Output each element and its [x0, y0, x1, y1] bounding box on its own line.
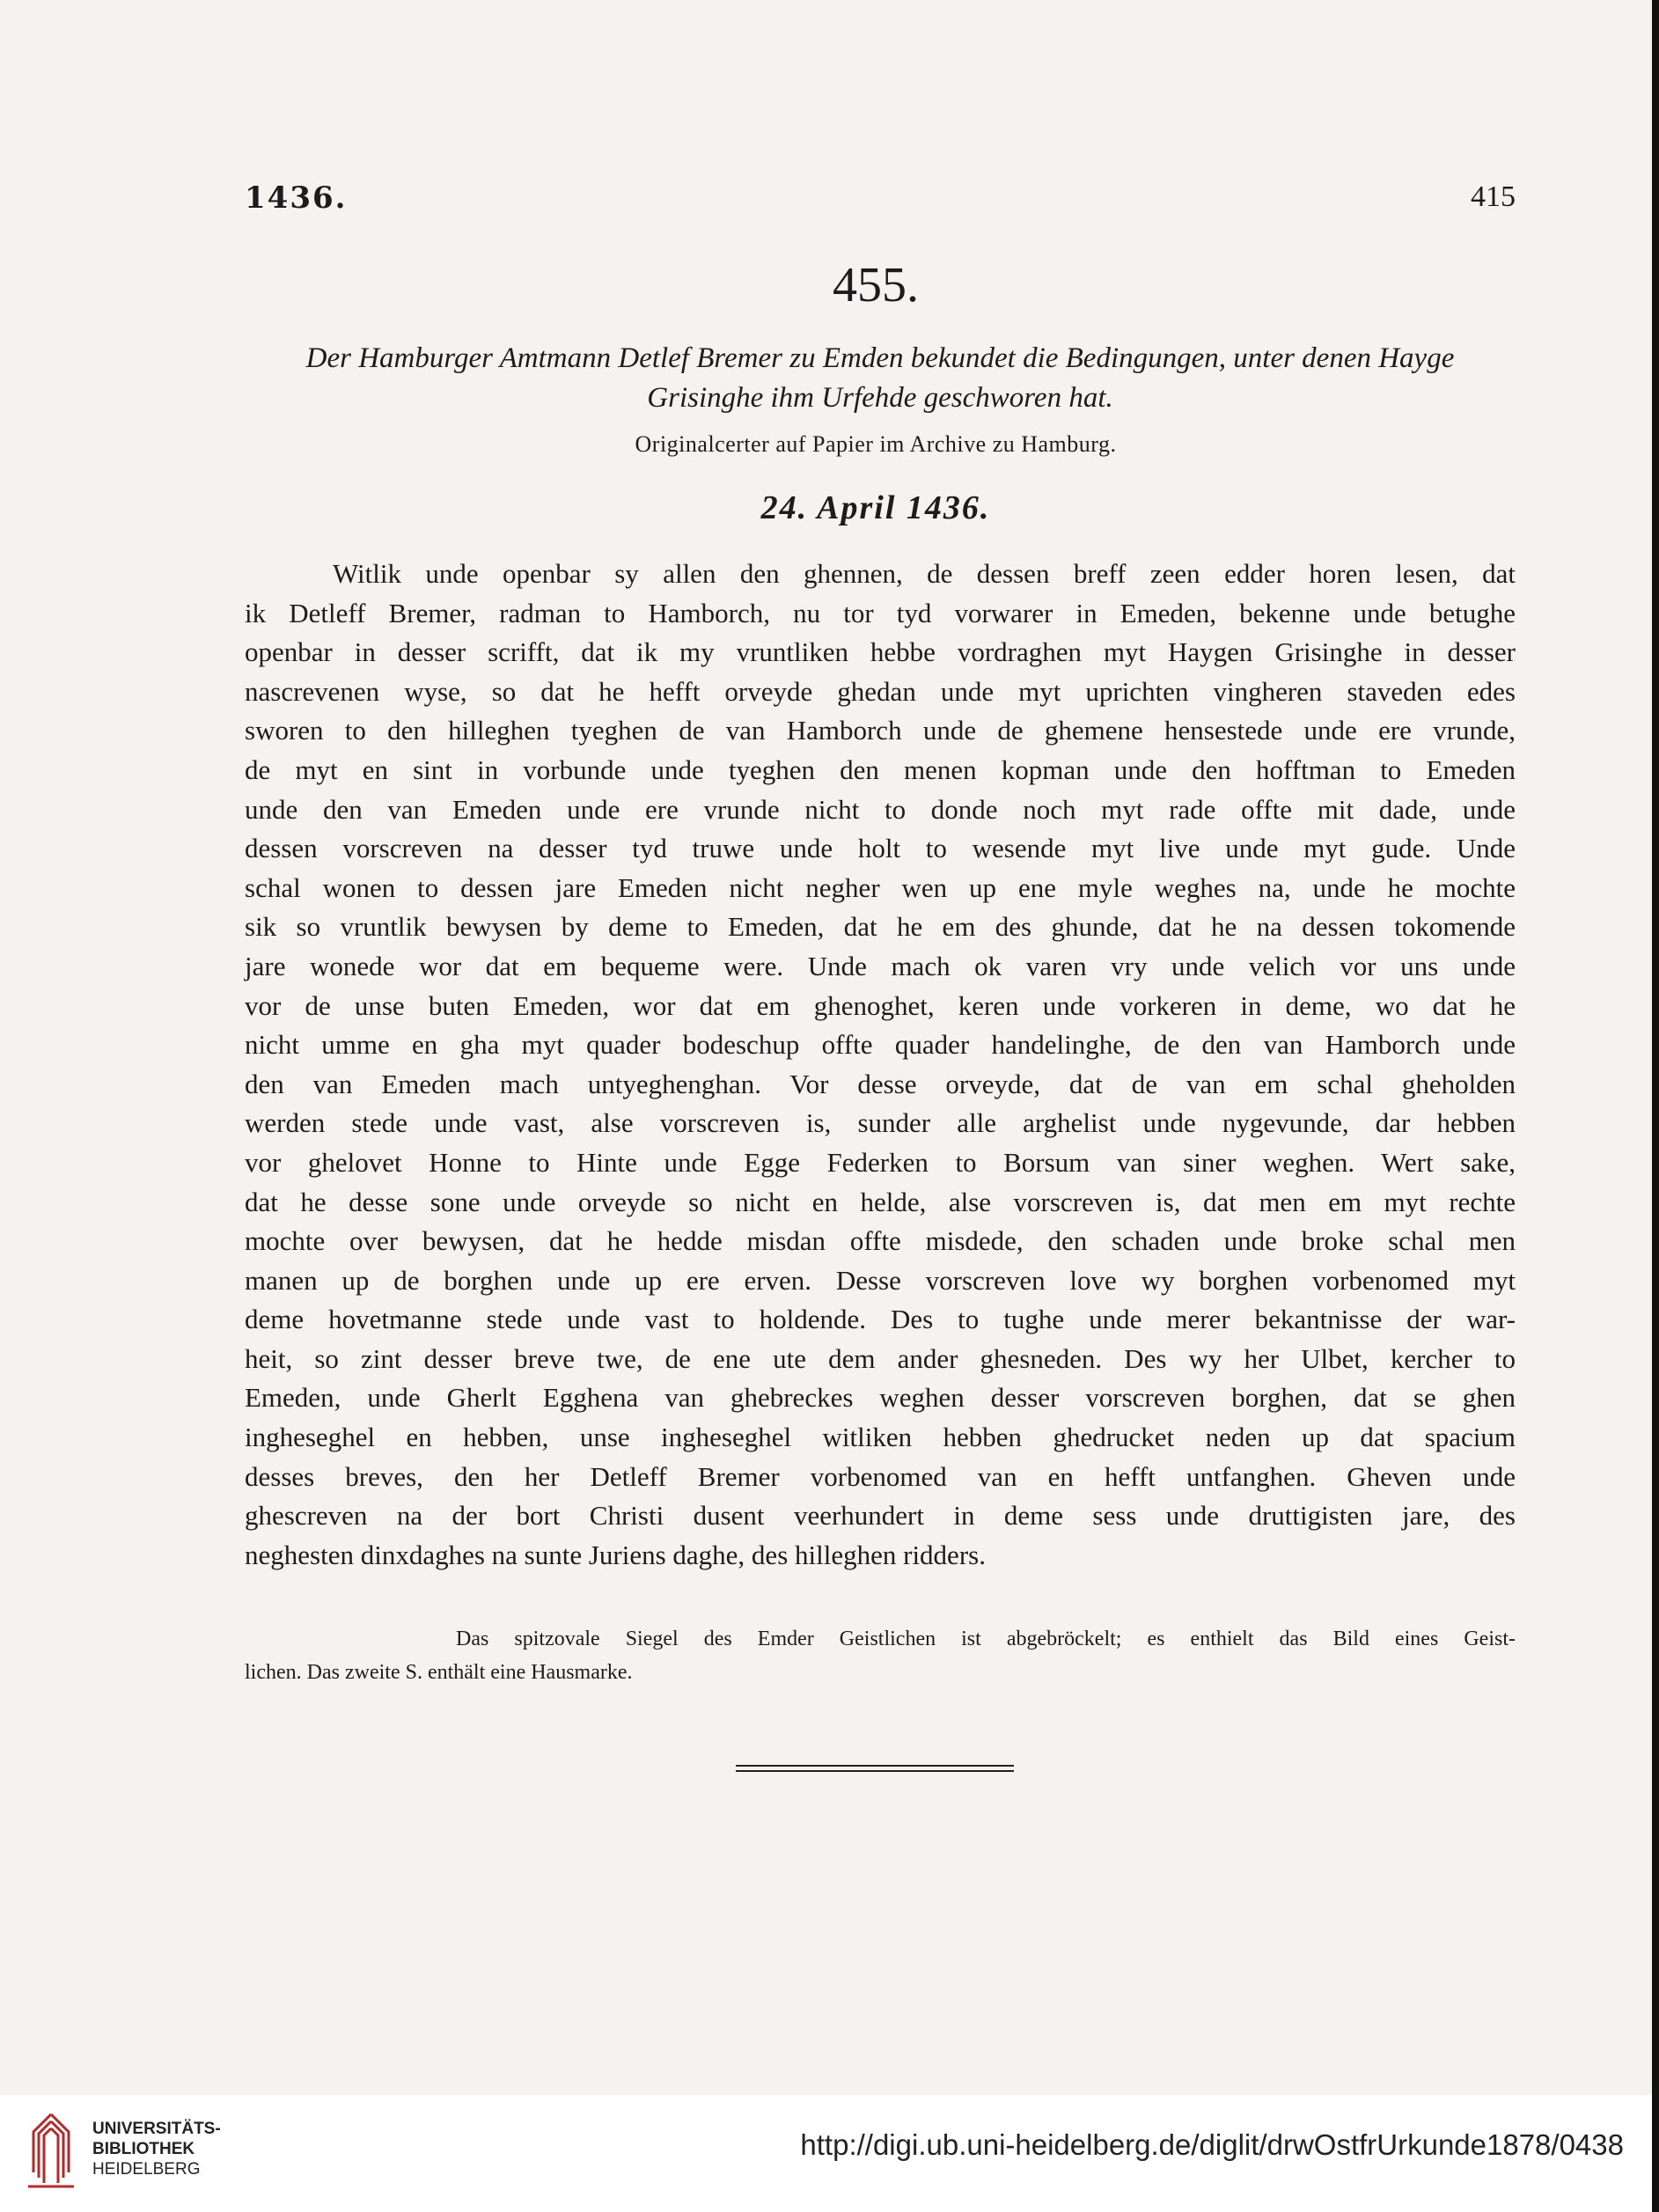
body-line: vor ghelovet Honne to Hinte unde Egge Federken to Borsum van siner weghen. Wert sake, — [245, 1146, 1516, 1178]
body-line: ik Detleff Bremer, radman to Hamborch, nu tor tyd vorwarer in Emeden, bekenne unde betughe — [245, 597, 1516, 628]
document-body — [245, 555, 1516, 1575]
body-line: jare wonede wor dat em bequeme were. Unde mach ok varen vry unde velich vor uns unde — [245, 950, 1516, 981]
page-header — [245, 180, 1516, 224]
body-line: nascrevenen wyse, so dat he hefft orveyde ghedan unde myt uprichten vingheren staveden edes — [245, 675, 1516, 707]
body-line: unde den van Emeden unde ere vrunde nicht to donde noch myt rade offte mit dade, unde — [245, 793, 1516, 825]
page-number: 415 — [1471, 180, 1516, 213]
body-line: dat he desse sone unde orveyde so nicht en helde, alse vorscreven is, dat men em myt rechte — [245, 1186, 1516, 1217]
body-line: Witlik unde openbar sy allen den ghennen, de dessen breff zeen edder horen lesen, dat — [333, 558, 1516, 589]
body-line: neghesten dinxdaghes na sunte Juriens daghe, des hilleghen ridders. — [245, 1539, 986, 1570]
body-line: sworen to den hilleghen tyeghen de van Hamborch unde de ghemene hensestede unde ere vrunde, — [245, 715, 1516, 746]
library-logo-icon — [25, 2111, 77, 2190]
library-name — [92, 2119, 221, 2179]
body-line: ingheseghel en hebben, unse ingheseghel witliken hebben ghedrucket neden up dat spacium — [245, 1422, 1516, 1453]
section-rule — [736, 1765, 1014, 1772]
permalink[interactable]: http://digi.ub.uni-heidelberg.de/diglit/drwOstfrUrkunde1878/0438 — [800, 2128, 1624, 2161]
body-line: ghescreven na der bort Christi dusent veerhundert in deme sess unde druttigisten jare, des — [245, 1500, 1516, 1532]
body-line: openbar in desser scrifft, dat ik my vruntliken hebbe vordraghen myt Haygen Grisinghe in desser — [245, 636, 1516, 668]
body-line: de myt en sint in vorbunde unde tyeghen den menen kopman unde den hofftman to Emeden — [245, 753, 1516, 785]
note-line: Das spitzovale Siegel des Emder Geistlichen ist abgebröckelt; es enthielt das Bild eines Geist- — [456, 1628, 1516, 1650]
seal-note — [245, 1622, 1516, 1689]
source-note: Originalcerter auf Papier im Archive zu Hamburg. — [635, 431, 1117, 457]
library-name-line: UNIVERSITÄTS- — [92, 2120, 221, 2138]
body-line: nicht umme en gha myt quader bodeschup offte quader handelinghe, de den van Hamborch unde — [245, 1029, 1516, 1061]
note-line: lichen. Das zweite S. enthält eine Hausmarke. — [245, 1661, 633, 1684]
summary-line: Grisinghe ihm Urfehde geschworen hat. — [647, 382, 1113, 414]
body-line: sik so vruntlik bewysen by deme to Emeden, dat he em des ghunde, dat he na dessen tokomende — [245, 911, 1516, 943]
document-date: 24. April 1436. — [760, 489, 991, 526]
summary-line: Der Hamburger Amtmann Detlef Bremer zu Emden bekundet die Bedingungen, unter denen Hayge — [305, 342, 1455, 374]
body-line: mochte over bewysen, dat he hedde misdan offte misdede, den schaden unde broke schal men — [245, 1225, 1516, 1257]
body-line: werden stede unde vast, alse vorscreven is, sunder alle arghelist unde nygevunde, dar hebben — [245, 1107, 1516, 1139]
body-line: manen up de borghen unde up ere erven. Desse vorscreven love wy borghen vorbenomed myt — [245, 1264, 1516, 1296]
library-name-line: HEIDELBERG — [92, 2160, 201, 2179]
body-line: schal wonen to dessen jare Emeden nicht negher wen up ene myle weghes na, unde he mochte — [245, 871, 1516, 903]
body-line: dessen vorscreven na desser tyd truwe unde holt to wesende myt live unde myt gude. Unde — [245, 833, 1516, 864]
body-line: desses breves, den her Detleff Bremer vorbenomed van en hefft untfanghen. Gheven unde — [245, 1460, 1516, 1492]
document-number: 455. — [833, 258, 919, 312]
scan-edge — [1652, 0, 1659, 2212]
body-line: deme hovetmanne stede unde vast to holdende. Des to tughe unde merer bekantnisse der war- — [245, 1304, 1516, 1335]
library-name-line: BIBLIOTHEK — [92, 2140, 195, 2158]
body-line: heit, so zint desser breve twe, de ene ute dem ander ghesneden. Des wy her Ulbet, kercher to — [245, 1342, 1516, 1374]
body-line: vor de unse buten Emeden, wor dat em ghenoghet, keren unde vorkeren in deme, wo dat he — [245, 989, 1516, 1021]
running-head-year: 1436. — [245, 180, 348, 216]
body-line: Emeden, unde Gherlt Egghena van ghebreckes weghen desser vorscreven borghen, dat se ghen — [245, 1382, 1516, 1414]
body-line: den van Emeden mach untyeghenghan. Vor desse orveyde, dat de van em schal gheholden — [245, 1068, 1516, 1099]
document-summary — [245, 339, 1516, 418]
